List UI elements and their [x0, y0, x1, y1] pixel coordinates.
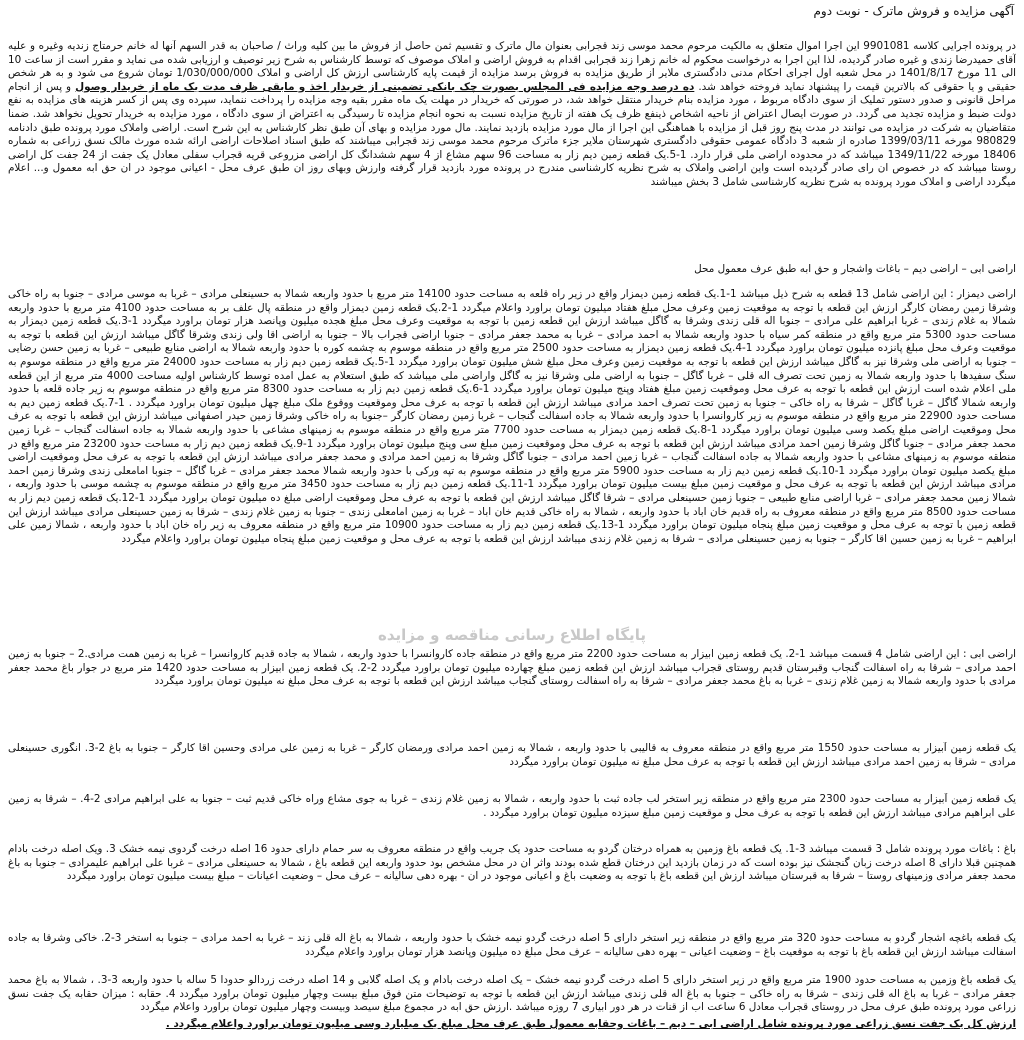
section-gardens-3-3: یک قطعه باغ وزمین به مساحت حدود 1900 متر مربع واقع در زیر استخر دارای 5 اصله درخت گردو نیمه خشک – یک اصله درخت بادام و یک اصله گلابی و 14 اصله درخت زردالو حدودا 5 ساله با حدود واربعه 3-3. ، شمالا به باغ محمد جعفر مرادی – غربا به باغ اله قلی زندی – شرقا به راه خاکی – جنوبا به باغ اله قلی زندی میباشد ارزش این قطعه با توجه به توضیحات متن فوق مبلغ بیست وچهار میلیون تومان براورد میگردد 4. حقابه : میزان حقابه یک جفت نسق زراعی مورد پرونده طبق عرف محل در روستای قجراب معادل 6 ساعت اب از قنات در هر دور ابیاری 7 روزه میباشد .ارزش حق ابه در مجموع مبلغ سیصد وبیست وچهار میلیون تومان براورد واعلام میگردد [8, 974, 1016, 1014]
section-irrigated-lands-2-3: یک قطعه زمین آبیزار به مساحت حدود 1550 متر مربع واقع در منطقه معروف به قالیبی با حدود واربعه ، شمالا به زمین احمد مرادی ورمضان کارگر – غربا به زمین علی مرادی وحسین اقا کارگر – جنوبا به باغ 2-3. انگوری حسینعلی مرادی – شرقا به زمین احمد مرادی میباشد ارزش این قطعه با توجه به عرف محل مبلغ نه میلیون تومان براورد میگردد [8, 742, 1016, 768]
categories-line: اراضی ابی – اراضی دیم – باغات واشجار و حق ابه طبق عرف معمول محل [694, 263, 1016, 275]
intro-bold-terms: ده درصد وجه مزایده فی المجلس بصورت چک بانکی تضمینی از خریدار اخذ و مابقی ظرف مدت یک ماه از خریدار وصول [75, 80, 695, 93]
intro-text-continued: و پس از انجام مراحل قانونی و صدور دستور تملیک از سوی دادگاه مربوط ، مورد مزایده بنام خریدار منتقل خواهد شد، در صورتی که خریدار در مهلت یک ماه مقرر بقیه وجه مزایده را پرداخت ننماید، سپرده وی پس از کسر هزینه های مزایده به نفع دولت ضبط و مزایده تجدید می گردد. در صورت ایصال اعتراض از ناحیه اشخاص ذینفع ظرف یک هفته از تاریخ مزایده نسبت به نحوه انجام مزایده تا رسیدگی به اعتراض از سوی دادگاه ، مورد مزایده به خریدار تحویل نخواهد شد. ضمنا متقاضیان به شرکت در مزایده می توانند در مدت پنج روز قبل از مزایده با هماهنگی این اجرا از مال مورد مزایده بازدید نمایند. مال مورد مزایده و بهای آن طبق نظر کارشناس به این شرح است. اراضی واملاک مورد پرونده طبق دادنامه 980829 مورخه 1399/03/11 صادره از شعبه 3 دادگاه عمومی حقوقی دادگستری شهرستان ملایر جزء ماترک مرحوم محمد موسی زند قجرابی میباشند که طبق اسناد اصلاحات اراضی ارائه شده مورث مالک نسق زراعی به شماره 18406 مورخه 1349/11/22 میباشد که در محدوده اراضی ملی قرار دارد. 1-5.یک قطعه زمین دیم زار به مساحت 96 سهم مشاع از 4 سهم ششدانگ کل اراضی مزروعی قریه قجراب سفلی معادل یک جفت از 24 جفت کل اراضی روستا میباشد که در خصوص ان رای صادر گردیده است واین اراضی واملاک به شرح نظریه کارشناسی مندرج در پرونده مورد بازدید قرار گرفته وارزش وبهای روز ان طبق عرف محل - اعیانی موجود در ان حق ابه معمول و... اعلام میگردد اراضی و املاک مورد پرونده به شرح نظریه کارشناسی شامل 3 بخش میباشند [8, 80, 1016, 188]
section-irrigated-lands-2-4: یک قطعه زمین آبیزار به مساحت حدود 2300 متر مربع واقع در منطقه زیر استخر لب جاده ثبت با حدود واربعه ، شمالا به زمین غلام زندی – غربا به جوی مشاع وراه خاکی قدیم ثبت – جنوبا به علی ابراهیم مرادی 2-4. – شرقا به زمین علی ابراهیم مرادی میباشد ارزش این قطعه با توجه به عرف محل و موقعیت زمین مبلغ سیزده میلیون تومان براورد میگردد . [8, 793, 1016, 819]
section-irrigated-lands: اراضی ابی : این اراضی شامل 4 قسمت میباشد 1-2. یک قطعه زمین ابیزار به مساحت حدود 2200 متر مربع واقع در منطقه جاده کاروانسرا با حدود واربعه ، شمالا به جاده قدیم کاروانسرا – غربا به زمین همت مرادی.2 – جنوبا به زمین احمد مرادی – شرقا به راه اسفالت گنجاب وقبرستان قدیم روستای قجراب میباشد ارزش این قطعه زمین مبلغ چهارده میلیون تومان براورد میگردد 2-2. یک قطعه زمین ابیزار به مساحت حدود 1420 متر مربع در جوار باغ محمد جعفر مرادی با حدود واربعه شمالا به زمین غلام زندی – غربا به باغ محمد جعفر مرادی – شرقا به راه اسفالت روستای گنجاب میباشد ارزش این قطعه با توجه به عرف محل مبلغ نه میلیون تومان براورد میگردد [8, 648, 1016, 688]
notice-title: آگهی مزایده و فروش ماترک - نوبت دوم [813, 4, 1014, 18]
watermark: پایگاه اطلاع رسانی مناقصه و مزایده [378, 626, 646, 644]
intro-text: در پرونده اجرایی کلاسه 9901081 این اجرا اموال متعلق به مالکیت مرحوم محمد موسی زند قجرابی بعنوان مال ماترک و تقسیم ثمن حاصل از فروش ما بین کلیه وراث / صاحبان به قدر السهم آنها له خانم حرمتاج زندیه وغیره و علیه آقای حمیدرضا زندی و غیره صادر گردیده، لذا این اجرا به درخواست محکوم له خانم زهرا زند قجرابی اقدام به فروش اراضی و املاک موصوف که توسط کارشناس به شرح زیر توصیف و ارزیابی شده می نماید و مقرر است از ساعت 10 الی 11 مورخ 1401/8/17 در محل شعبه اول اجرای احکام مدنی دادگستری ملایر از طریق مزایده به فروش برسد مزایده از قیمت پایه کارشناسی ارزش کل اراضی و املاک 1/030/000/000 تومان شروع می شود و به هر شخص حقیقی و یا حقوقی که بالاترین قیمت را پیشنهاد نماید فروخته خواهد شد. [8, 40, 1016, 93]
section-gardens-3-2: یک قطعه باغچه اشجار گردو به مساحت حدود 320 متر مربع واقع در منطقه زیر استخر دارای 5 اصله درخت گردو نیمه خشک با حدود واربعه ، شمالا به باغ اله قلی زند – غربا به احمد مرادی – جنوبا به استخر 3-2. خاکی وشرقا به جاده اسفالت میباشد ارزش این قطعه باغ با توجه به موقعیت باغ – وضعیت اعیانی – بهره دهی سالیانه – عرف محل مبلغ ده میلیون وپانصد هزار تومان براورد واعلام میگردد [8, 932, 1016, 958]
total-value-text: ارزش کل یک جفت نسق زراعی مورد پرونده شامل اراضی ابی – دیم – باغات وحقابه معمول طبق عرف محل مبلغ یک میلیارد وسی میلیون تومان براورد واعلام میگردد . [165, 1018, 1016, 1030]
section-gardens: باغ : باغات مورد پرونده شامل 3 قسمت میباشد 3-1. یک قطعه باغ وزمین به همراه درختان گردو به مساحت حدود یک جریب واقع در منطقه معروف به سر حمام دارای حدود 16 اصله درخت گردوی نیمه خشک 3. ویک اصله درخت بادام همچنین قبلا دارای 8 اصله درخت زبان گنجشک نیز بوده است که در زمان بازدید این درختان قطع شده بودند واثر ان در محل مشخص بود حدود واربعه این قطعه باغ ، شمالا به حسینعلی مرادی – غربا علی ابراهیم علیمرادی – جنوبا به باغ محمد جعفر مرادی وزمینهای روستا – شرقا به قبرستان میباشد ارزش این قطعه باغ با توجه به وضعیت باغ و اعیانی موجود در ان - بهره دهی سالیانه – عرف محل – وضعیت اعیانات – مبلغ بیست میلیون تومان براورد میگردد [8, 843, 1016, 883]
total-value-line [8, 1018, 1016, 1036]
intro-paragraph [8, 40, 1016, 250]
section-dry-lands: اراضی دیمزار : این اراضی شامل 13 قطعه به شرح ذیل میباشد 1-1.یک قطعه زمین دیمزار واقع در زیر راه قلعه به مساحت حدود 14100 متر مربع با حدود واربعه شمالا به حسینعلی مرادی – غربا به موسی مرادی – جنوبا به راه خاکی وشرقا زمین رمضان کارگر ارزش این قطعه با توجه به موقعیت زمین وعرف محل مبلغ هفتاد میلیون تومان براورد واعلام میگردد 1-2.یک قطعه زمین دیمزار واقع در منطقه پال علف بر به مساحت حدود 4100 متر مربع با حدود واربعه شمالا به غلام زندی – غربا ابراهیم علی مرادی – جنوبا اله قلی زندی وشرقا به گاگل میباشد ارزش این قطعه زمین با توجه به موقعیت وعرف محل مبلغ هجده میلیون وپانصد هزار تومان براورد میگردد 1-3.یک قطعه زمین دیمزار به مساحت حدود 5300 متر مربع واقع در منطقه کمر سیاه با حدود واربعه شمالا به احمد مرادی – غربا به محمد جعفر مرادی – جنوبا اراضی قجراب بالا – جنوبا به اراضی اقا ولی زندی وشرقا گاگل میباشد ارزش این قطعه با توجه به موقعیت وعرف محل مبلغ پانزده میلیون تومان براورد میگردد 1-4.یک قطعه زمین دیمزار به مساحت حدود 2500 متر مربع واقع در منطقه موسوم به چشمه کوره با حدود واربعه شمالا به اراضی منابع طبیعی – غربا به زمین حسن رضایی – جنوبا به اراضی ملی وشرقا نیز به گاگل میباشد ارزش این قطعه با توجه به موقعیت زمین وعرف محل مبلغ شش میلیون تومان براورد میگردد 1-5.یک قطعه زمین دیم زار به مساحت حدود 24000 متر مربع واقع در منطقه موسوم به سنگ سفیدها با حدود واربعه شمالا به زمین تحت تصرف اله قلی – غربا گاگل – جنوبا به اراضی ملی وشرقا نیز به گاگل واراضی ملی میباشد که طبق استعلام به عمل امده توسط کارشناس اولیه مساحت 4000 متر مربع از این قطعه ملی اعلام شده است ارزش این قطعه با توجه به عرف محل وموقعیت زمین مبلغ هفتاد وپنج میلیون تومان براورد میگردد 1-6.یک قطعه زمین دیم زار به مساحت حدود 8300 متر مربع واقع در منطقه موسوم به زیر جاده قلعه با حدود واربعه شمالا گاگل – غربا گاگل – شرقا به راه خاکی – جنوبا به زمین تحت تصرف احمد مرادی میباشد ارزش این قطعه با توجه به عرف محل وموقعیت ووقوع ملک مبلغ چهل میلیون تومان براورد میگردد . 1-7.یک قطعه زمین دیم به مساحت حدود 22900 متر مربع واقع در منطقه موسوم به زیر کاروانسرا با حدود واربعه شمالا به جاده اسفالت گنجاب – غربا زمین رمضان کارگر –جنوبا به راه خاکی وشرقا زمین حیدر اصفهانی میباشد ارزش این قطعه با توجه به عرف محل وموقعیت اراضی مبلغ یکصد وسی میلیون تومان براورد میگردد 1-8.یک قطعه زمین دیمزار به مساحت حدود 7700 متر مربع واقع در منطقه موسوم به زمینهای مشاعی با حدود واربعه شمالا به جاده اسفالت گنجاب – غربا زمین محمد جعفر مرادی – جنوبا گاگل وشرقا زمین احمد مرادی میباشد ارزش این قطعه با توجه به عرف محل وموقعیت زمین مبلغ سی وپنج میلیون تومان براورد میگردد 1-9.یک قطعه زمین دیم زار به مساحت حدود 23200 متر مربع واقع در منطقه موسوم به زمینهای مشاعی با حدود واربعه شمالا به جاده اسفالت گنجاب – غربا زمین احمد مرادی – جنوبا گاگل وشرقا به زمین احمد مرادی و محمد جعفر مرادی میباشد ارزش این قطعه با توجه به عرف محل وموقعیت اراضی مبلغ یکصد میلیون تومان براورد میگردد 1-10.یک قطعه زمین دیم زار به مساحت حدود 5900 متر مربع واقع در منطقه موسوم به تپه ورکی با حدود واربعه شمالا محمد جعفر مرادی – غربا گاگل – جنوبا امامعلی زندی وشرقا زمین احمد مرادی میباشد ارزش این قطعه با توجه به عرف محل و موقعیت زمین مبلغ بیست میلیون تومان براورد میگردد 1-11.یک قطعه زمین دیم زار به مساحت حدود 3450 متر مربع واقع در منطقه موسوم به چشمه موسی با حدود واربعه ، شمالا زمین محمد جعفر مرادی – غربا اراضی منابع طبیعی – جنوبا زمین حسینعلی مرادی – شرقا گاگل میباشد ارزش این قطعه با توجه به عرف محل وموقعیت اراضی مبلغ ده میلیون تومان براورد میگردد 1-12.یک قطعه زمین دیم زار به مساحت حدود 8500 متر مربع واقع در منطقه معروف به راه قدیم خان اباد با حدود واربعه ، شمالا به راه خاکی قدیم خان اباد – غربا به زمین امامعلی زندی – جنوبا به زمین غلام زندی – شرقا به زمین حسینعلی مرادی میباشد ارزش این قطعه زمین با توجه به عرف محل و موقعیت زمین مبلغ پنجاه میلیون تومان براورد میگردد 1-13.یک قطعه زمین دیم زار به مساحت حدود 10900 متر مربع واقع در منطقه معروف به زیر راه خان اباد با حدود واربعه ، شمالا زمین علی ابراهیم – غربا به زمین حسین اقا کارگر – جنوبا به زمین حسینعلی مرادی – شرقا به زمین غلام زندی میباشد ارزش این قطعه با توجه به عرف محل و موقعیت زمین مبلغ پنجاه میلیون تومان براورد واعلام میگردد [8, 288, 1016, 545]
